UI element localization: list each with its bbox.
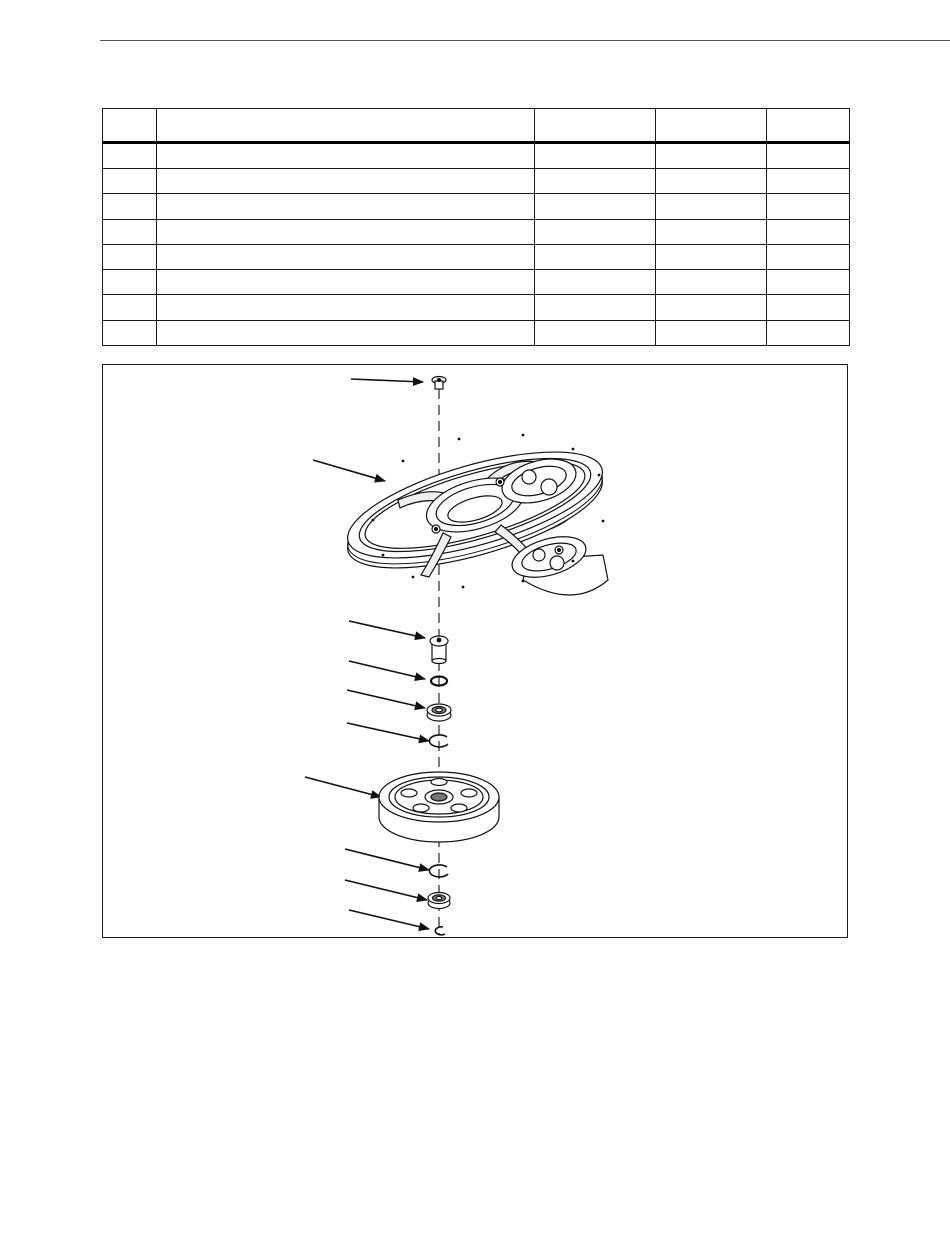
table-row: [103, 194, 850, 219]
table-cell: [656, 194, 767, 219]
parts-table: [102, 108, 850, 346]
table-cell: [767, 143, 850, 169]
table-cell: [157, 295, 535, 320]
leader-arrow-8: [345, 849, 429, 870]
table-row: [103, 270, 850, 295]
table-row: [103, 244, 850, 269]
table-row: [103, 169, 850, 194]
table-cell: [103, 143, 157, 169]
pulley: [379, 772, 499, 842]
table-row: [103, 219, 850, 244]
table-cell: [767, 219, 850, 244]
e-clip: [435, 927, 445, 935]
table-cell: [656, 244, 767, 269]
leader-arrow-9: [345, 880, 427, 900]
table-cell: [103, 270, 157, 295]
table-cell: [157, 194, 535, 219]
exploded-view-figure: [102, 364, 848, 938]
header-qty: [767, 109, 850, 143]
header-rule: [100, 40, 950, 41]
table-cell: [157, 169, 535, 194]
header-ref: [656, 109, 767, 143]
table-cell: [767, 169, 850, 194]
flat-head-screw: [432, 377, 446, 390]
table-cell: [157, 219, 535, 244]
leader-arrows: [305, 379, 429, 929]
table-cell: [656, 270, 767, 295]
table-cell: [535, 244, 656, 269]
table-row: [103, 295, 850, 320]
leader-arrow-2: [313, 460, 385, 481]
table-cell: [656, 143, 767, 169]
table-cell: [157, 320, 535, 345]
table-row: [103, 143, 850, 169]
table-cell: [157, 244, 535, 269]
ball-bearing-lower: [428, 893, 450, 909]
table-cell: [535, 143, 656, 169]
leader-arrow-7: [305, 777, 381, 797]
table-cell: [103, 219, 157, 244]
ball-bearing-upper: [427, 704, 451, 721]
table-cell: [767, 295, 850, 320]
table-cell: [767, 194, 850, 219]
table-cell: [656, 295, 767, 320]
header-description: [157, 109, 535, 143]
leader-arrow-3: [349, 621, 425, 638]
table-cell: [103, 320, 157, 345]
leader-arrow-1: [351, 379, 423, 382]
table-cell: [103, 295, 157, 320]
spoked-wheel-plate: [337, 430, 613, 595]
table-cell: [535, 270, 656, 295]
table-cell: [535, 219, 656, 244]
table-cell: [157, 143, 535, 169]
header-part-no: [535, 109, 656, 143]
table-cell: [656, 169, 767, 194]
table-cell: [103, 194, 157, 219]
table-cell: [535, 295, 656, 320]
table-cell: [767, 270, 850, 295]
table-cell: [535, 169, 656, 194]
table-header-row: [103, 109, 850, 143]
table-cell: [767, 244, 850, 269]
table-cell: [157, 270, 535, 295]
table-cell: [656, 219, 767, 244]
leader-arrow-4: [349, 661, 425, 679]
table-cell: [535, 194, 656, 219]
exploded-view-drawing: [103, 365, 849, 939]
leader-arrow-10: [349, 910, 429, 929]
table-row: [103, 320, 850, 345]
leader-arrow-6: [347, 723, 429, 741]
table-cell: [103, 169, 157, 194]
shoulder-bolt: [430, 636, 448, 664]
table-cell: [656, 320, 767, 345]
table-cell: [767, 320, 850, 345]
leader-arrow-5: [347, 690, 425, 708]
table-cell: [103, 244, 157, 269]
table-cell: [535, 320, 656, 345]
header-item-no: [103, 109, 157, 143]
